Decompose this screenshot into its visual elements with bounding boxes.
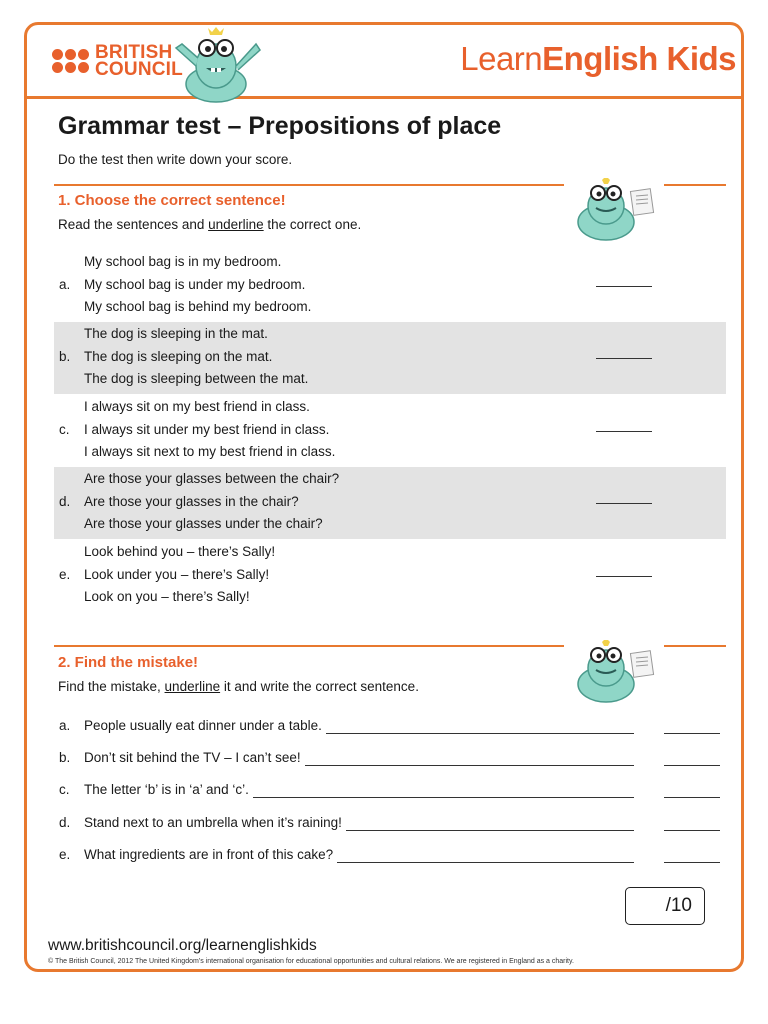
correction-line[interactable] [337, 862, 634, 863]
lek-logo-part2: English Kids [542, 40, 736, 77]
question-option[interactable]: Are those your glasses in the chair? [84, 493, 299, 509]
question-row [54, 250, 726, 322]
question-option[interactable]: Are those your glasses under the chair? [84, 516, 323, 531]
section2-title: 2. Find the mistake! [58, 654, 199, 671]
mistake-sentence[interactable]: People usually eat dinner under a table. [84, 718, 322, 733]
mistake-letter: d. [59, 815, 71, 830]
question-row [54, 540, 726, 612]
mistake-sentence[interactable]: What ingredients are in front of this cake? [84, 847, 334, 862]
answer-blank[interactable] [664, 733, 720, 734]
footer-url-link[interactable]: www.britishcouncil.org/learnenglishkids [48, 937, 317, 954]
question-letter: a. [59, 277, 71, 292]
answer-blank[interactable] [596, 286, 652, 287]
question-row [54, 395, 726, 467]
question-option[interactable]: Look on you – there’s Sally! [84, 589, 250, 604]
monster-mascot-icon [168, 26, 264, 106]
bc-logo-line1: BRITISH [95, 42, 173, 63]
mistake-letter: b. [59, 750, 71, 765]
question-letter: c. [59, 422, 70, 437]
score-box[interactable]: /10 [625, 887, 705, 925]
question-row [54, 467, 726, 539]
question-letter: e. [59, 567, 71, 582]
question-option[interactable]: I always sit next to my best friend in class. [84, 444, 336, 459]
section1-title: 1. Choose the correct sentence! [58, 192, 286, 209]
answer-blank[interactable] [664, 862, 720, 863]
page-title: Grammar test – Prepositions of place [58, 112, 502, 140]
mistake-row [54, 718, 726, 738]
section2-divider-right [664, 645, 726, 647]
question-option[interactable]: My school bag is behind my bedroom. [84, 299, 312, 314]
section1-instruction: Read the sentences and underline the correct one. [58, 217, 362, 232]
section2-instruction: Find the mistake, underline it and write the correct sentence. [58, 679, 419, 694]
footer-copyright: © The British Council, 2012 The United Kingdom’s international organisation for educational opportunities and cultural relations. We are registered in England as a charity. [48, 958, 574, 965]
section1-divider-right [664, 184, 726, 186]
answer-blank[interactable] [596, 576, 652, 577]
question-option[interactable]: Are those your glasses between the chair? [84, 471, 340, 486]
learnenglish-kids-logo[interactable] [460, 40, 736, 78]
mistake-letter: a. [59, 718, 71, 733]
intro-text: Do the test then write down your score. [58, 152, 293, 167]
question-option[interactable]: I always sit under my best friend in class. [84, 421, 330, 437]
mistake-row [54, 847, 726, 867]
mistake-sentence[interactable]: Don’t sit behind the TV – I can’t see! [84, 750, 301, 765]
question-option[interactable]: The dog is sleeping on the mat. [84, 348, 273, 364]
mistake-row [54, 815, 726, 835]
mistake-letter: e. [59, 847, 71, 862]
answer-blank[interactable] [596, 431, 652, 432]
monster-reading-icon [570, 178, 660, 244]
british-council-logo[interactable] [52, 44, 183, 78]
mistake-letter: c. [59, 782, 70, 797]
mistake-sentence[interactable]: The letter ‘b’ is in ‘a’ and ‘c’. [84, 782, 249, 797]
question-option[interactable]: Look behind you – there’s Sally! [84, 544, 276, 559]
correction-line[interactable] [253, 797, 634, 798]
mistake-sentence[interactable]: Stand next to an umbrella when it’s raining! [84, 815, 342, 830]
question-letter: d. [59, 494, 71, 509]
question-option[interactable]: My school bag is in my bedroom. [84, 254, 282, 269]
answer-blank[interactable] [596, 503, 652, 504]
correction-line[interactable] [346, 830, 634, 831]
mistake-row [54, 750, 726, 770]
section1-divider-left [54, 184, 564, 186]
section2-divider-left [54, 645, 564, 647]
correction-line[interactable] [326, 733, 634, 734]
header-divider [27, 96, 741, 99]
bc-dots-icon [52, 49, 89, 73]
question-option[interactable]: The dog is sleeping between the mat. [84, 371, 309, 386]
question-letter: b. [59, 349, 71, 364]
answer-blank[interactable] [596, 358, 652, 359]
monster-reading-icon-2 [570, 640, 660, 706]
question-option[interactable]: I always sit on my best friend in class. [84, 399, 310, 414]
bc-logo-line2: COUNCIL [95, 59, 183, 80]
question-option[interactable]: Look under you – there’s Sally! [84, 566, 270, 582]
answer-blank[interactable] [664, 797, 720, 798]
answer-blank[interactable] [664, 765, 720, 766]
question-row [54, 322, 726, 394]
lek-logo-part1: Learn [460, 40, 543, 77]
question-option[interactable]: My school bag is under my bedroom. [84, 276, 306, 292]
answer-blank[interactable] [664, 830, 720, 831]
question-option[interactable]: The dog is sleeping in the mat. [84, 326, 268, 341]
correction-line[interactable] [305, 765, 634, 766]
mistake-row [54, 782, 726, 802]
